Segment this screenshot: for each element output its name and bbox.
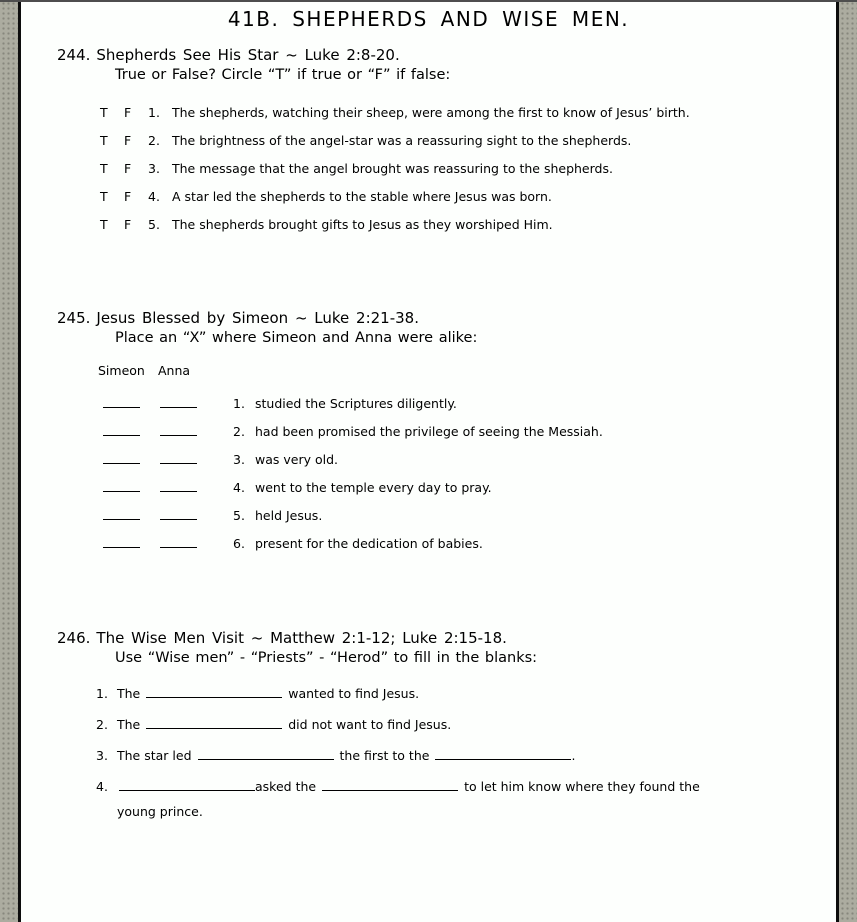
answer-blank[interactable] <box>146 715 282 729</box>
item-number: 4. <box>233 480 245 495</box>
true-option[interactable]: T <box>100 189 108 204</box>
section-245-heading <box>21 308 836 328</box>
answer-blank[interactable] <box>146 684 282 698</box>
match-list <box>21 390 836 558</box>
top-rule <box>0 0 857 2</box>
answer-blank[interactable] <box>322 777 458 791</box>
item-text: The message that the angel brought was reassuring to the shepherds. <box>172 161 613 176</box>
item-text: was very old. <box>255 452 338 467</box>
simeon-answer-blank[interactable] <box>103 534 140 548</box>
true-false-item-3 <box>21 155 836 183</box>
simeon-answer-blank[interactable] <box>103 450 140 464</box>
item-number: 3. <box>148 161 160 176</box>
item-number: 2. <box>148 133 160 148</box>
true-false-item-4 <box>21 183 836 211</box>
item-text: wanted to find Jesus. <box>288 686 420 701</box>
section-245-number: 245. <box>57 309 91 327</box>
section-246-number: 246. <box>57 629 91 647</box>
item-text: did not want to find Jesus. <box>288 717 452 732</box>
true-option[interactable]: T <box>100 217 108 232</box>
simeon-answer-blank[interactable] <box>103 478 140 492</box>
item-number: 2. <box>96 717 108 732</box>
item-number: 3. <box>233 452 245 467</box>
answer-blank[interactable] <box>119 777 255 791</box>
item-number: 4. <box>96 779 108 794</box>
section-246-heading <box>21 628 836 648</box>
match-item-4 <box>21 474 836 502</box>
column-simeon-label: Simeon <box>98 363 145 378</box>
fill-item-1 <box>21 684 836 704</box>
item-number: 2. <box>233 424 245 439</box>
anna-answer-blank[interactable] <box>160 422 197 436</box>
item-number: 5. <box>148 217 160 232</box>
true-false-item-2 <box>21 127 836 155</box>
item-text: The <box>117 717 141 732</box>
item-text: studied the Scriptures diligently. <box>255 396 457 411</box>
page-right-border <box>836 0 839 922</box>
worksheet-page <box>21 2 836 922</box>
item-number: 4. <box>148 189 160 204</box>
section-245 <box>21 308 836 558</box>
column-anna-label: Anna <box>158 363 191 378</box>
item-number: 5. <box>233 508 245 523</box>
item-text: present for the dedication of babies. <box>255 536 483 551</box>
true-option[interactable]: T <box>100 133 108 148</box>
anna-answer-blank[interactable] <box>160 506 197 520</box>
false-option[interactable]: F <box>124 105 132 120</box>
item-number: 1. <box>96 686 108 701</box>
item-text: A star led the shepherds to the stable where Jesus was born. <box>172 189 552 204</box>
item-text: The <box>117 686 141 701</box>
false-option[interactable]: F <box>124 217 132 232</box>
match-column-headers <box>21 361 836 381</box>
left-margin-strip <box>0 0 18 922</box>
item-text: held Jesus. <box>255 508 323 523</box>
simeon-answer-blank[interactable] <box>103 422 140 436</box>
item-text: had been promised the privilege of seeing the Messiah. <box>255 424 603 439</box>
page-title: 41B. SHEPHERDS AND WISE MEN. <box>227 7 630 31</box>
section-246-title: The Wise Men Visit ~ Matthew 2:1-12; Luke 2:15-18. <box>96 629 507 647</box>
item-number: 1. <box>233 396 245 411</box>
anna-answer-blank[interactable] <box>160 534 197 548</box>
true-option[interactable]: T <box>100 161 108 176</box>
item-text: to let him know where they found the <box>464 779 700 794</box>
item-text: went to the temple every day to pray. <box>255 480 492 495</box>
fill-in-list <box>21 684 836 822</box>
fill-item-2 <box>21 715 836 735</box>
answer-blank[interactable] <box>435 746 571 760</box>
item-text: The star led <box>117 748 192 763</box>
fill-item-4-continuation: young prince. <box>117 804 203 819</box>
match-item-2 <box>21 418 836 446</box>
item-text: The shepherds brought gifts to Jesus as they worshiped Him. <box>172 217 553 232</box>
item-number: 3. <box>96 748 108 763</box>
section-246 <box>21 628 836 822</box>
item-text: The brightness of the angel-star was a reassuring sight to the shepherds. <box>172 133 632 148</box>
item-number: 1. <box>148 105 160 120</box>
simeon-answer-blank[interactable] <box>103 506 140 520</box>
match-item-3 <box>21 446 836 474</box>
match-item-1 <box>21 390 836 418</box>
false-option[interactable]: F <box>124 189 132 204</box>
item-text: The shepherds, watching their sheep, were among the first to know of Jesus’ birth. <box>172 105 690 120</box>
true-false-item-1 <box>21 99 836 127</box>
item-text: the first to the <box>339 748 430 763</box>
match-item-5 <box>21 502 836 530</box>
item-number: 6. <box>233 536 245 551</box>
section-244 <box>21 45 836 239</box>
item-text: asked the <box>255 779 317 794</box>
section-244-number: 244. <box>57 46 91 64</box>
anna-answer-blank[interactable] <box>160 478 197 492</box>
true-false-item-5 <box>21 211 836 239</box>
false-option[interactable]: F <box>124 161 132 176</box>
true-option[interactable]: T <box>100 105 108 120</box>
section-245-instruction: Place an “X” where Simeon and Anna were alike: <box>115 330 478 346</box>
fill-item-4 <box>21 777 836 797</box>
false-option[interactable]: F <box>124 133 132 148</box>
right-margin-strip <box>839 0 857 922</box>
simeon-answer-blank[interactable] <box>103 394 140 408</box>
fill-item-3 <box>21 746 836 766</box>
section-245-title: Jesus Blessed by Simeon ~ Luke 2:21-38. <box>96 309 419 327</box>
section-244-heading <box>21 45 836 65</box>
section-244-title: Shepherds See His Star ~ Luke 2:8-20. <box>96 46 400 64</box>
section-244-instruction: True or False? Circle “T” if true or “F” if false: <box>115 67 451 83</box>
answer-blank[interactable] <box>198 746 334 760</box>
true-false-list <box>21 99 836 239</box>
anna-answer-blank[interactable] <box>160 394 197 408</box>
match-item-6 <box>21 530 836 558</box>
anna-answer-blank[interactable] <box>160 450 197 464</box>
section-246-instruction: Use “Wise men” - “Priests” - “Herod” to fill in the blanks: <box>115 650 538 666</box>
item-text: . <box>571 748 576 763</box>
